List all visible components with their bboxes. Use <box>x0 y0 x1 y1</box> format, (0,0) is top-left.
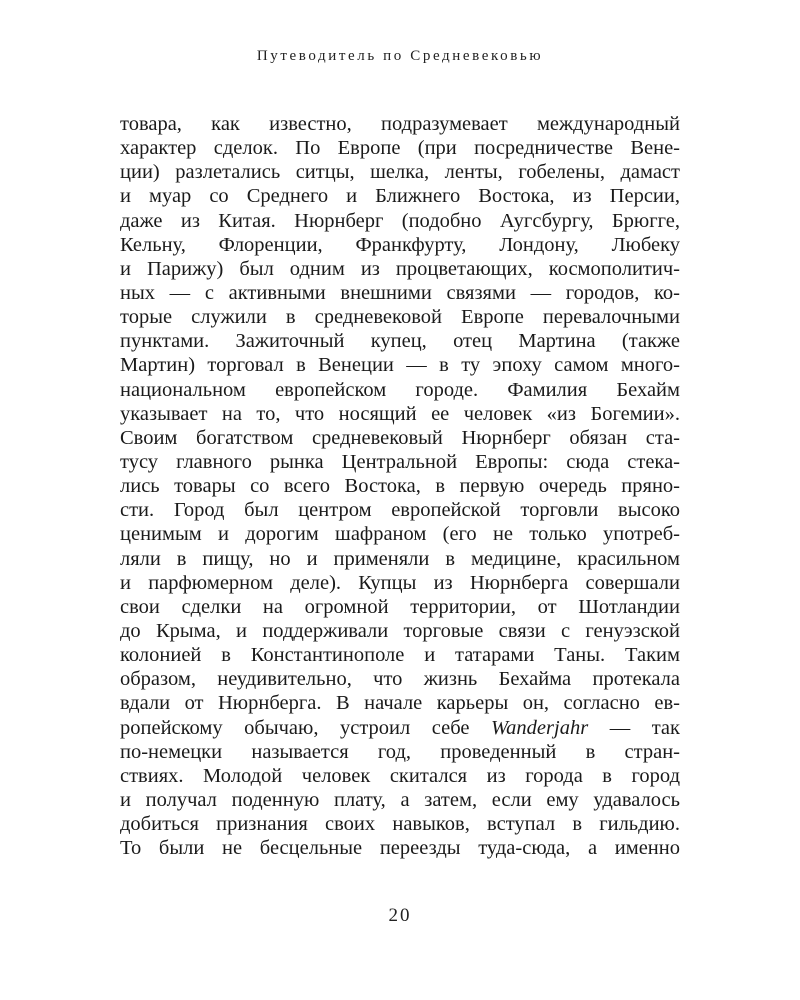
text-line: ствиях. Молодой человек скитался из города в город <box>120 764 680 787</box>
text-line: Мартин) торговал в Венеции — в ту эпоху самом много- <box>120 354 680 377</box>
text-line: тусу главного рынка Центральной Европы: сюда стека- <box>120 450 680 473</box>
text-fragment: ропейскому обычаю, устроил себе <box>120 716 491 739</box>
text-line: торые служили в средневековой Европе перевалочными <box>120 306 680 329</box>
text-line: ции) разлетались ситцы, шелка, ленты, гобелены, дамаст <box>120 161 680 184</box>
text-line: пунктами. Зажиточный купец, отец Мартина (также <box>120 330 680 353</box>
text-line: колонией в Константинополе и татарами Таны. Таким <box>120 644 680 667</box>
foreign-term: Wanderjahr <box>490 716 589 739</box>
text-line: Своим богатством средневековый Нюрнберг обязан ста- <box>120 426 680 449</box>
running-header: Путеводитель по Средневековью <box>256 48 544 64</box>
text-line: и получал поденную плату, а затем, если ему удавалось <box>120 788 680 811</box>
text-line: товара, как известно, подразумевает международный <box>120 113 680 135</box>
text-line: Кельну, Флоренции, Франкфурту, Лондону, Любеку <box>120 233 680 256</box>
text-line: ляли в пищу, но и применяли в медицине, красильном <box>120 547 680 570</box>
text-line: по-немецки называется год, проведенный в стран- <box>120 740 680 763</box>
text-line: свои сделки на огромной территории, от Шотландии <box>120 595 680 618</box>
text-line: национальном европейском городе. Фамилия Бехайм <box>120 378 680 401</box>
text-line: ных — с активными внешними связями — городов, ко- <box>120 281 680 304</box>
text-line: до Крыма, и поддерживали торговые связи с генуэзской <box>120 619 680 642</box>
text-line: даже из Китая. Нюрнберг (подобно Аугсбургу, Брюгге, <box>120 209 680 232</box>
text-line: добиться признания своих навыков, вступал в гильдию. <box>120 813 680 836</box>
text-line: лись товары со всего Востока, в первую очередь пряно- <box>120 475 680 498</box>
text-line: вдали от Нюрнберга. В начале карьеры он, согласно ев- <box>120 692 680 715</box>
text-line: характер сделок. По Европе (при посредничестве Вене- <box>120 137 680 160</box>
text-line: образом, неудивительно, что жизнь Бехайма протекала <box>120 668 680 691</box>
text-line: и муар со Среднего и Ближнего Востока, из Персии, <box>120 185 680 208</box>
body-text <box>120 112 680 860</box>
text-line: и парфюмерном деле). Купцы из Нюрнберга совершали <box>120 571 680 594</box>
text-line: указывает на то, что носящий ее человек «из Богемии». <box>120 402 680 425</box>
text-line: и Парижу) был одним из процветающих, космополитич- <box>120 257 680 280</box>
text-fragment: — так <box>588 716 680 739</box>
text-line: ценимым и дорогим шафраном (его не только употреб- <box>120 523 680 546</box>
text-line: То были не бесцельные переезды туда-сюда, а именно <box>120 837 680 860</box>
text-line-with-term <box>120 716 680 740</box>
page-number: 20 <box>388 905 412 926</box>
text-line: сти. Город был центром европейской торговли высоко <box>120 499 680 522</box>
